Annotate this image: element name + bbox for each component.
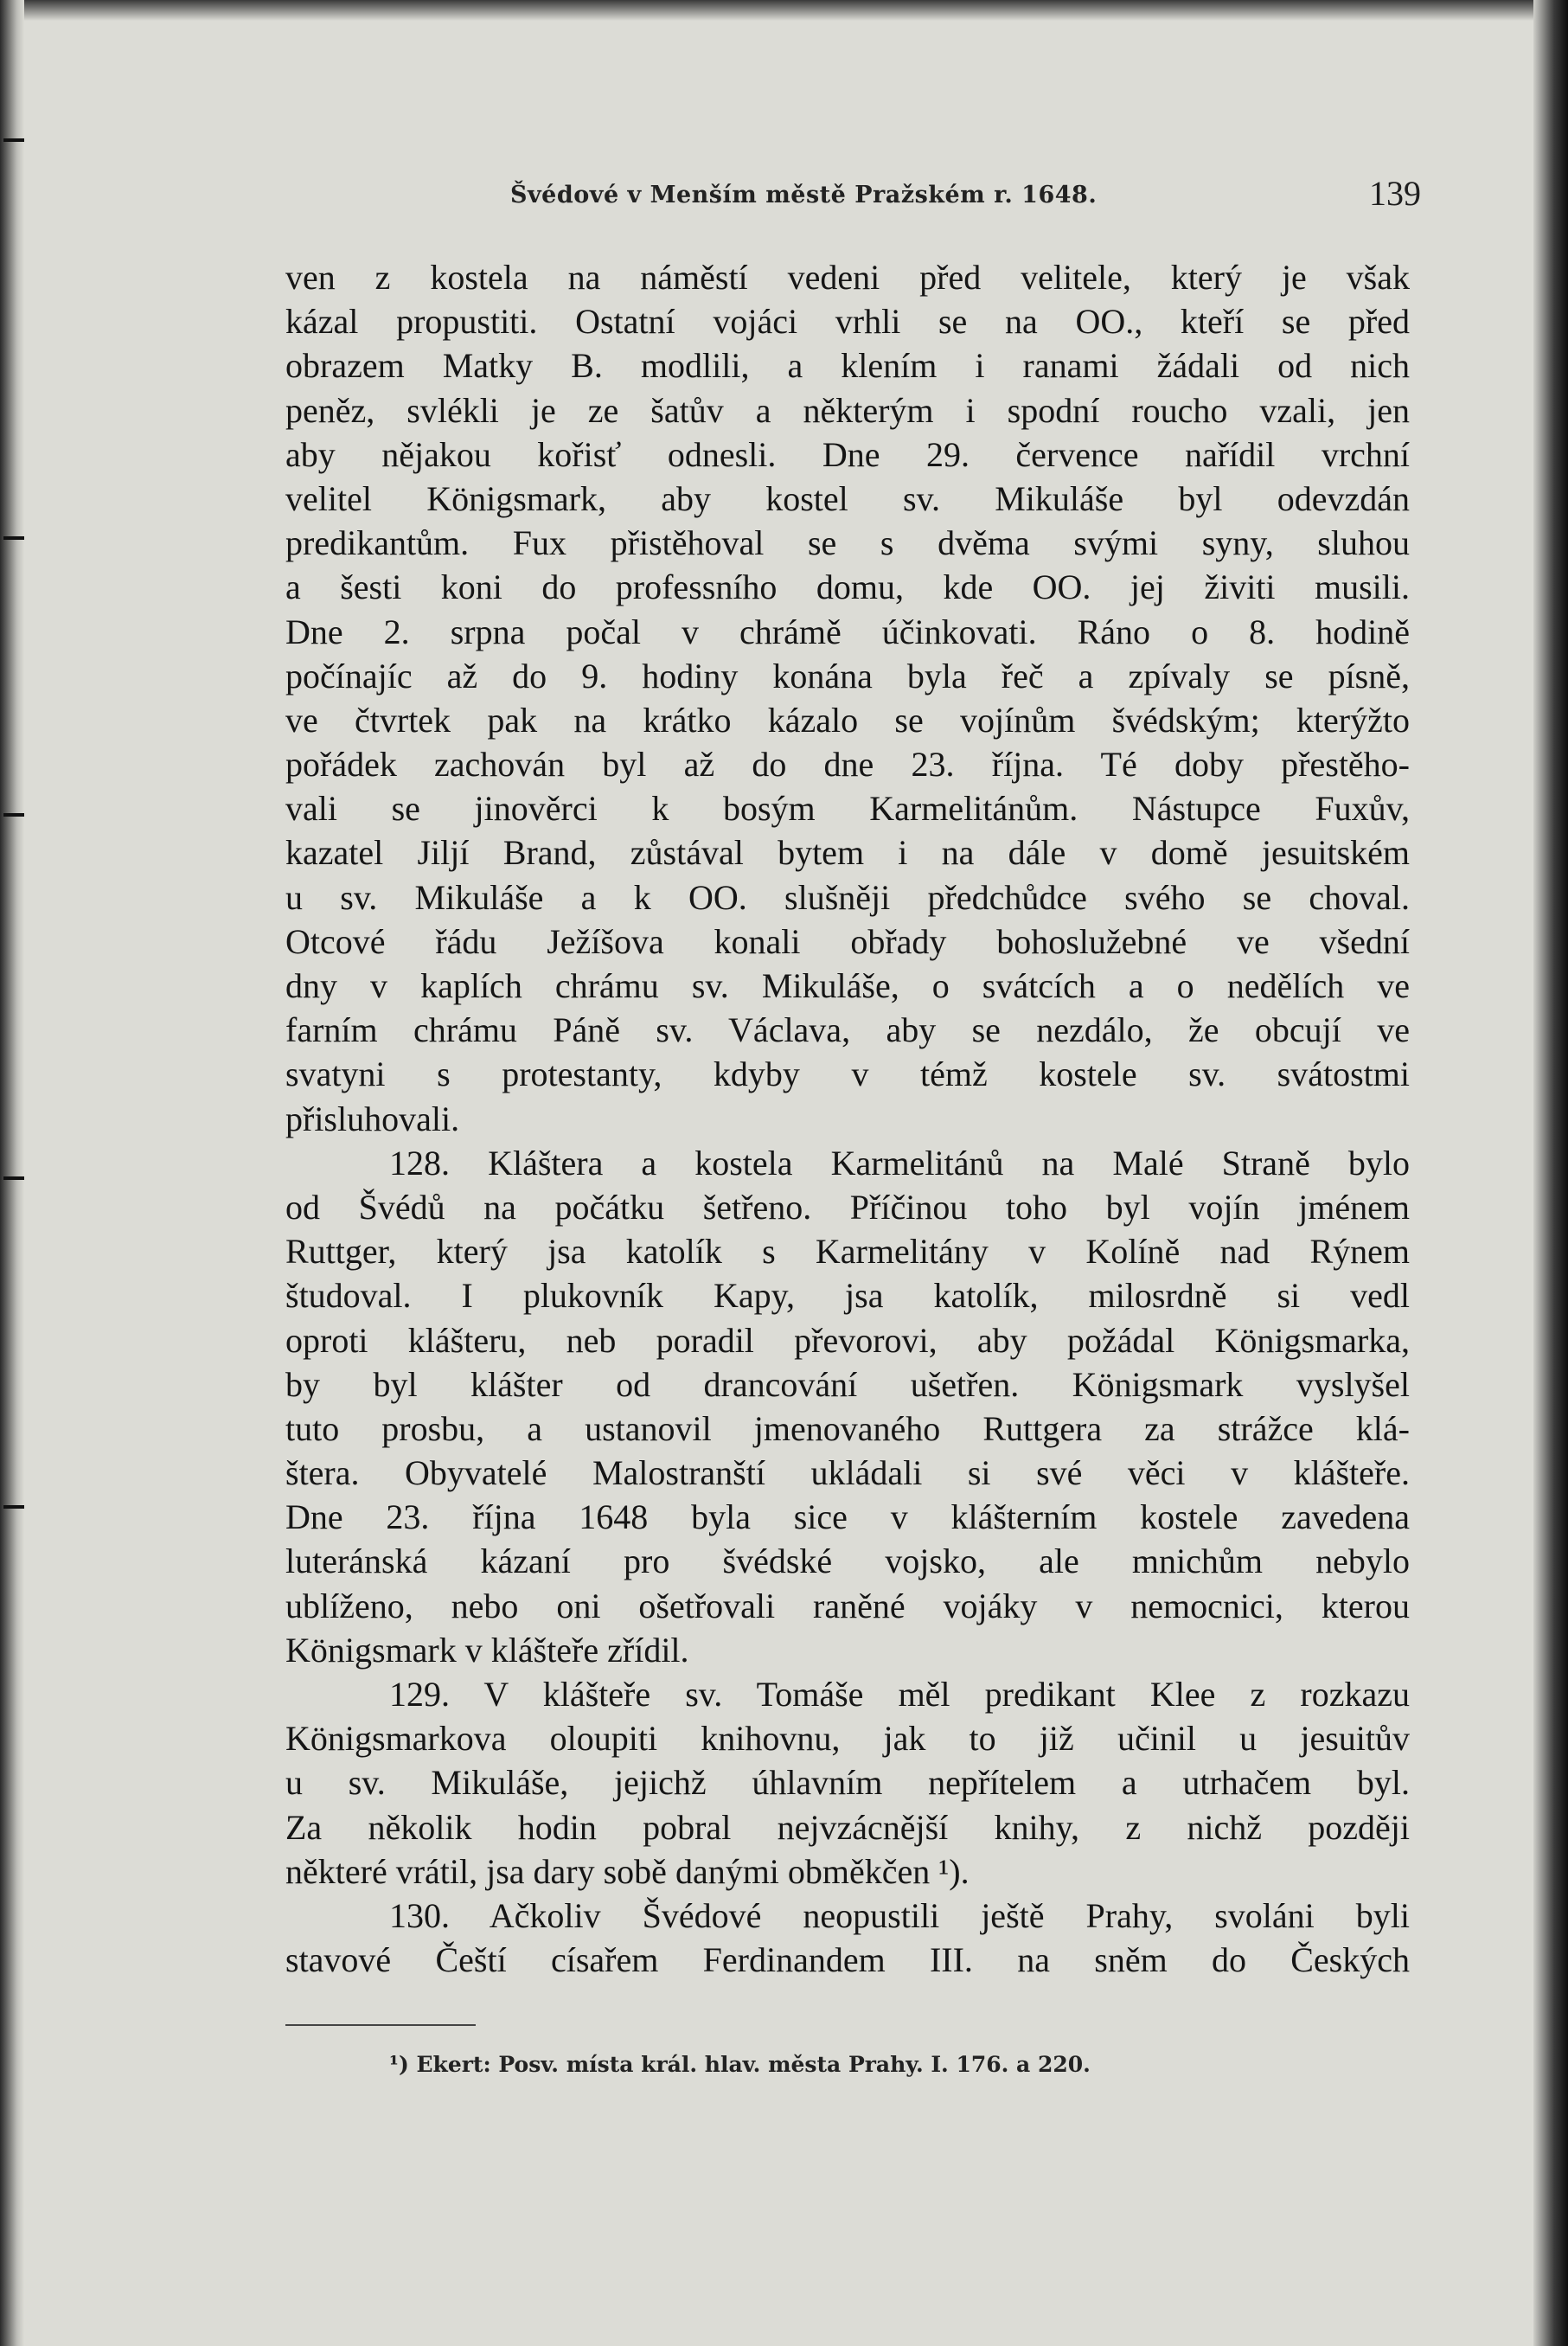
text-line: oproti klášteru, neb poradil převorovi, aby požádal Königsmarka, <box>285 1320 1410 1360</box>
text-line: by byl klášter od drancování ušetřen. Königsmark vyslyšel <box>285 1364 1410 1404</box>
text-line: od Švédů na počátku šetřeno. Příčinou toho byl vojín jménem <box>285 1187 1410 1227</box>
text-line: Otcové řádu Ježíšova konali obřady bohoslužebné ve všední <box>285 921 1410 961</box>
margin-mark <box>3 813 24 817</box>
text-line: Dne 23. října 1648 byla sice v klášterním kostele zavedena <box>285 1497 1410 1537</box>
text-line: 129. V klášteře sv. Tomáše měl predikant Klee z rozkazu <box>389 1675 1410 1714</box>
text-line: obrazem Matky B. modlili, a klením i ranami žádali od nich <box>285 346 1410 386</box>
text-line: štera. Obyvatelé Malostranští ukládali si své věci v klášteře. <box>285 1453 1410 1493</box>
text-line: Königsmarkova oloupiti knihovnu, jak to již učinil u jesuitův <box>285 1719 1410 1759</box>
text-line: farním chrámu Páně sv. Václava, aby se nezdálo, že obcují ve <box>285 1010 1410 1050</box>
text-line: počínajíc až do 9. hodiny konána byla řeč a zpívaly se písně, <box>285 656 1410 695</box>
text-line: kazatel Jiljí Brand, zůstával bytem i na dále v domě jesuitském <box>285 833 1410 873</box>
running-head: Švédové v Menším městě Pražském r. 1648. <box>510 182 1098 208</box>
text-line: a šesti koni do professního domu, kde OO. jej živiti musili. <box>285 567 1410 607</box>
text-line: u sv. Mikuláše, jejichž úhlavním nepřítelem a utrhačem byl. <box>285 1763 1410 1803</box>
text-line: tuto prosbu, a ustanovil jmenovaného Ruttgera za strážce klá- <box>285 1408 1410 1448</box>
margin-mark <box>3 138 24 142</box>
page-right-edge <box>1533 0 1568 2346</box>
text-line: pořádek zachován byl až do dne 23. října. Té doby přestěho- <box>285 745 1410 785</box>
text-line: 128. Kláštera a kostela Karmelitánů na Malé Straně bylo <box>389 1143 1410 1183</box>
text-line: predikantům. Fux přistěhoval se s dvěma svými syny, sluhou <box>285 523 1410 563</box>
page-number: 139 <box>1369 174 1421 213</box>
text-line: velitel Königsmark, aby kostel sv. Mikuláše byl odevzdán <box>285 478 1410 518</box>
text-line: stavové Čeští císařem Ferdinandem III. na sněm do Českých <box>285 1940 1410 1980</box>
text-line: u sv. Mikuláše a k OO. slušněji předchůdce svého se choval. <box>285 877 1410 917</box>
page-left-edge <box>0 0 24 2346</box>
text-line: dny v kaplích chrámu sv. Mikuláše, o svátcích a o nedělích ve <box>285 966 1410 1005</box>
page-top-edge <box>0 0 1568 21</box>
text-line: luteránská kázaní pro švédské vojsko, ale mnichům nebylo <box>285 1542 1410 1581</box>
text-line: 130. Ačkoliv Švédové neopustili ještě Prahy, svoláni byli <box>389 1895 1410 1935</box>
text-line: ve čtvrtek pak na krátko kázalo se vojínům švédským; kterýžto <box>285 700 1410 740</box>
text-line: študoval. I plukovník Kapy, jsa katolík, milosrdně si vedl <box>285 1276 1410 1316</box>
text-line: některé vrátil, jsa dary sobě danými obměkčen ¹). <box>285 1851 970 1891</box>
text-line: ublíženo, nebo oni ošetřovali raněné vojáky v nemocnici, kterou <box>285 1586 1410 1625</box>
margin-mark <box>3 536 24 540</box>
text-line: Ruttger, který jsa katolík s Karmelitány v Kolíně nad Rýnem <box>285 1232 1410 1272</box>
page-header <box>285 173 1421 225</box>
text-line: kázal propustiti. Ostatní vojáci vrhli se na OO., kteří se před <box>285 302 1410 342</box>
margin-mark <box>3 1176 24 1180</box>
text-line: Za několik hodin pobral nejvzácnější knihy, z nichž později <box>285 1807 1410 1847</box>
text-line: ven z kostela na náměstí vedeni před velitele, který je však <box>285 258 1410 297</box>
text-line: přisluhovali. <box>285 1099 460 1138</box>
text-line: Königsmark v klášteře zřídil. <box>285 1630 689 1670</box>
text-line: peněz, svlékli je ze šatův a některým i spodní roucho vzali, jen <box>285 390 1410 430</box>
footnote: ¹) Ekert: Posv. místa král. hlav. města Prahy. I. 176. a 220. <box>389 2052 1091 2077</box>
text-line: Dne 2. srpna počal v chrámě účinkovati. Ráno o 8. hodině <box>285 612 1410 651</box>
text-line: aby nějakou kořisť odnesli. Dne 29. července nařídil vrchní <box>285 434 1410 474</box>
text-line: svatyni s protestanty, kdyby v témž kostele sv. svátostmi <box>285 1054 1410 1094</box>
footnote-rule <box>285 2024 476 2026</box>
margin-mark <box>3 1505 24 1509</box>
body-text <box>285 255 1410 1982</box>
text-line: vali se jinověrci k bosým Karmelitánům. Nástupce Fuxův, <box>285 789 1410 829</box>
